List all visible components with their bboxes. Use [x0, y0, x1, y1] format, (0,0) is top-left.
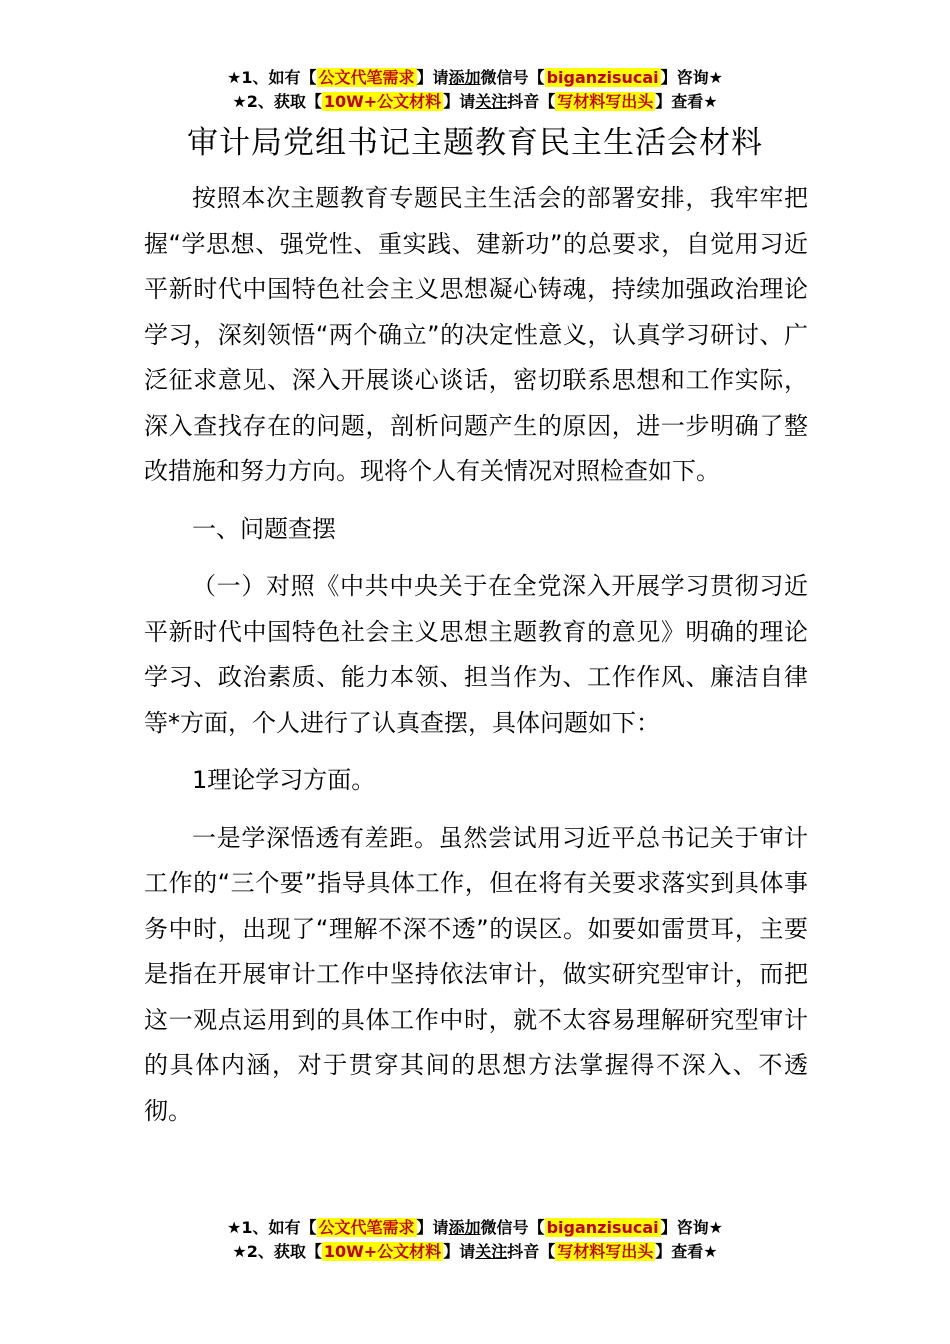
- banner-highlight: biganzisucai: [546, 1218, 659, 1237]
- section-heading: 一、问题查摆: [192, 514, 336, 543]
- document-body: [144, 176, 808, 1134]
- banner-text: 】请: [416, 1218, 449, 1237]
- paragraph: 一是学深悟透有差距。虽然尝试用习近平总书记关于审计工作的“三个要”指导具体工作，但在将有关要求落实到具体事务中时，出现了“理解不深不透”的误区。如要如雷贯耳，主要是指在开展审计工作中坚持依法审计，做实研究型审计，而把这一观点运用到的具体工作中时，就不太容易理解研究型审计的具体内涵，对于贯穿其间的思想方法掌握得不深入、不透彻。: [144, 823, 808, 1125]
- top-banner: [0, 66, 950, 114]
- banner-text: 微信号【: [480, 68, 545, 87]
- banner-line-1: [0, 66, 950, 90]
- banner-text: ★1、如有【: [227, 68, 317, 87]
- banner-text: 抖音【: [507, 92, 556, 111]
- banner-underline: 关注: [475, 92, 508, 111]
- banner-text: 】请: [416, 68, 449, 87]
- banner-highlight: biganzisucai: [546, 68, 659, 87]
- banner-text: 】咨询★: [660, 1218, 723, 1237]
- banner-text: 抖音【: [507, 1242, 556, 1261]
- banner-underline: 添加: [448, 1218, 481, 1237]
- subsection-heading: 1理论学习方面。: [192, 766, 376, 794]
- banner-text: ★2、获取【: [232, 92, 322, 111]
- banner-text: 】咨询★: [660, 68, 723, 87]
- banner-underline: 添加: [448, 68, 481, 87]
- banner-highlight: 公文代笔需求: [318, 68, 415, 87]
- paragraph: 按照本次主题教育专题民主生活会的部署安排，我牢牢把握“学思想、强党性、重实践、建新功”的总要求，自觉用习近平新时代中国特色社会主义思想凝心铸魂，持续加强政治理论学习，深刻领悟“两个确立”的决定性意义，认真学习研讨、广泛征求意见、深入开展谈心谈话，密切联系思想和工作实际，深入查找存在的问题，剖析问题产生的原因，进一步明确了整改措施和努力方向。现将个人有关情况对照检查如下。: [144, 184, 808, 485]
- banner-underline: 关注: [475, 1242, 508, 1261]
- banner-text: 】查看★: [655, 1242, 718, 1261]
- banner-text: 】请: [443, 92, 476, 111]
- banner-line-2: [0, 90, 950, 114]
- banner-highlight: 写材料写出头: [557, 92, 654, 111]
- banner-highlight: 10W+公文材料: [323, 92, 442, 111]
- banner-line-1: [0, 1216, 950, 1240]
- paragraph: （一）对照《中共中央关于在全党深入开展学习贯彻习近平新时代中国特色社会主义思想主题教育的意见》明确的理论学习、政治素质、能力本领、担当作为、工作作风、廉洁自律等*方面，个人进行了认真查摆，具体问题如下：: [144, 572, 808, 737]
- banner-highlight: 写材料写出头: [557, 1242, 654, 1261]
- bottom-banner: [0, 1216, 950, 1264]
- banner-text: ★2、获取【: [232, 1242, 322, 1261]
- banner-text: ★1、如有【: [227, 1218, 317, 1237]
- banner-line-2: [0, 1240, 950, 1264]
- banner-highlight: 公文代笔需求: [318, 1218, 415, 1237]
- banner-text: 】查看★: [655, 92, 718, 111]
- banner-highlight: 10W+公文材料: [323, 1242, 442, 1261]
- banner-text: 】请: [443, 1242, 476, 1261]
- document-title: 审计局党组书记主题教育民主生活会材料: [187, 125, 763, 161]
- banner-text: 微信号【: [480, 1218, 545, 1237]
